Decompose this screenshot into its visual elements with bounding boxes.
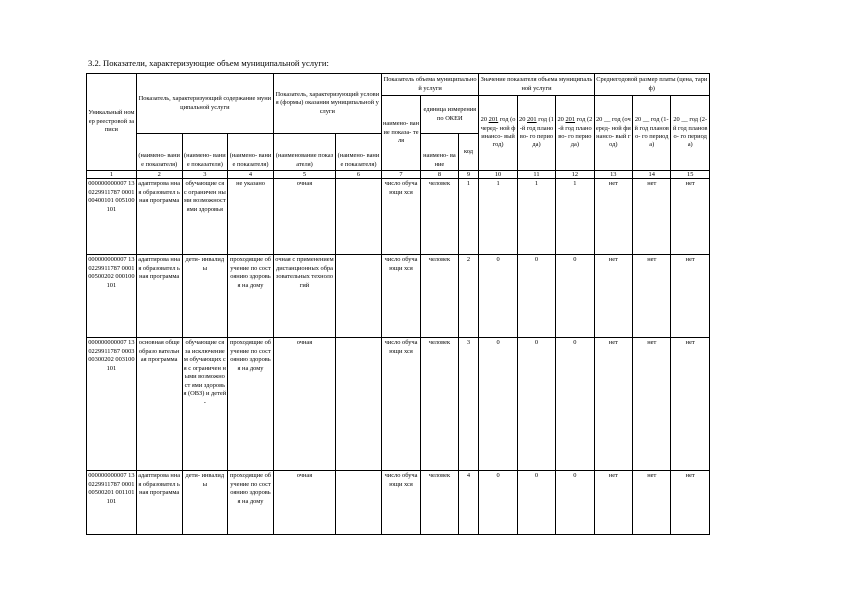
header-fee-group: Среднегодовой размер платы (цена, тариф) (594, 74, 709, 96)
fee-current-cell: нет (594, 338, 632, 471)
header-content-group: Показатель, характеризующий содержание муниципальной услуги (136, 74, 273, 134)
header-sub-name-3: (наимено- вание показателя) (228, 134, 274, 171)
category-cell: обучающие ся за исключение м обучающих ся с ограничен ными возможност ями здоровья (ОВЗ) и детей- (182, 338, 228, 471)
value-current-cell: 0 (479, 471, 517, 535)
fee-plan1-cell: нет (633, 471, 671, 535)
header-conditions-group: Показатель, характеризующий условия (формы) оказания муниципальной услуги (273, 74, 381, 134)
fee-plan1-cell: нет (633, 255, 671, 338)
condition-cell-2 (336, 255, 382, 338)
header-year-plan2: 20 201 год (2-й год планово- го периода) (556, 96, 594, 171)
fee-current-cell: нет (594, 179, 632, 255)
category-cell: дети- инвалиды (182, 255, 228, 338)
fee-current-cell: нет (594, 471, 632, 535)
header-sub-name-2: (наимено- вание показателя) (182, 134, 228, 171)
header-sub-name-1: (наимено- вание показателя) (136, 134, 182, 171)
condition-cell-2 (336, 179, 382, 255)
fee-plan2-cell: нет (671, 471, 710, 535)
column-number: 1 (87, 171, 137, 179)
table-row (87, 471, 710, 535)
column-number: 10 (479, 171, 517, 179)
fee-plan2-cell: нет (671, 255, 710, 338)
column-number: 2 (136, 171, 182, 179)
fee-current-cell: нет (594, 255, 632, 338)
indicator-name-cell: число обучающи хся (381, 255, 420, 338)
fee-plan1-cell: нет (633, 338, 671, 471)
condition-cell-2 (336, 471, 382, 535)
study-form-cell: не указано (228, 179, 274, 255)
header-year-current: 20 201 год (очеред- ной финансо- вый год) (479, 96, 517, 171)
header-okei-code: код (458, 134, 479, 171)
unit-code-cell: 1 (458, 179, 479, 255)
indicator-name-cell: число обучающи хся (381, 179, 420, 255)
header-year-plan1: 20 201 год (1-й год планово- го периода) (517, 96, 555, 171)
value-plan2-cell: 0 (556, 255, 594, 338)
header-unique-number: Уникальный номер реестровой записи (87, 74, 137, 171)
unit-name-cell: человек (421, 255, 458, 338)
study-form-cell: проходящие обучение по состоянию здоровья на дому (228, 338, 274, 471)
header-indicator-name: наимено- вание показа- теля (381, 96, 420, 171)
section-title: 3.2. Показатели, характеризующие объем муниципальной услуги: (88, 58, 329, 68)
study-form-cell: проходящие обучение по состоянию здоровья на дому (228, 471, 274, 535)
record-id: 000000000007 130229911787 000100400101 005100101 (87, 179, 137, 255)
column-number: 4 (228, 171, 274, 179)
unit-name-cell: человек (421, 338, 458, 471)
condition-cell: очная с применением дистанционных образовательных технологий (273, 255, 335, 338)
table-row (87, 338, 710, 471)
unit-name-cell: человек (421, 179, 458, 255)
column-number: 11 (517, 171, 555, 179)
value-plan1-cell: 0 (517, 338, 555, 471)
category-cell: обучающие ся с ограничен ными возможност ями здоровья (182, 179, 228, 255)
value-plan2-cell: 0 (556, 338, 594, 471)
unit-code-cell: 2 (458, 255, 479, 338)
table-row (87, 179, 710, 255)
value-plan2-cell: 0 (556, 471, 594, 535)
value-plan1-cell: 0 (517, 255, 555, 338)
condition-cell-2 (336, 338, 382, 471)
condition-cell: очная (273, 338, 335, 471)
record-id: 000000000007 130229911787 000100500202 000100101 (87, 255, 137, 338)
record-id: 000000000007 130229911787 000100500201 001101101 (87, 471, 137, 535)
header-sub-name-5: (наимено- вание показателя) (336, 134, 382, 171)
column-number: 13 (594, 171, 632, 179)
program-cell: адаптирова нная образовател ьная программа (136, 471, 182, 535)
header-fee-current: 20 __ год (очеред- ной финансо- вый год) (594, 96, 632, 171)
column-number: 9 (458, 171, 479, 179)
column-number: 5 (273, 171, 335, 179)
header-fee-plan2: 20 __ год (2-й год планово- го периода) (671, 96, 710, 171)
value-plan2-cell: 1 (556, 179, 594, 255)
unit-code-cell: 3 (458, 338, 479, 471)
fee-plan2-cell: нет (671, 338, 710, 471)
category-cell: дети- инвалиды (182, 471, 228, 535)
column-numbers-row (87, 171, 710, 179)
value-current-cell: 0 (479, 338, 517, 471)
column-number: 6 (336, 171, 382, 179)
header-okei-name: наимено- вание (421, 134, 458, 171)
column-number: 12 (556, 171, 594, 179)
condition-cell: очная (273, 471, 335, 535)
program-cell: основная общеобразо вательная программа (136, 338, 182, 471)
value-plan1-cell: 1 (517, 179, 555, 255)
indicator-name-cell: число обучающи хся (381, 338, 420, 471)
condition-cell: очная (273, 179, 335, 255)
column-number: 14 (633, 171, 671, 179)
column-number: 15 (671, 171, 710, 179)
unit-name-cell: человек (421, 471, 458, 535)
program-cell: адаптирова нная образовател ьная программа (136, 179, 182, 255)
value-current-cell: 0 (479, 255, 517, 338)
value-plan1-cell: 0 (517, 471, 555, 535)
fee-plan1-cell: нет (633, 179, 671, 255)
indicator-name-cell: число обучающи хся (381, 471, 420, 535)
header-sub-name-4: (наименование показателя) (273, 134, 335, 171)
unit-code-cell: 4 (458, 471, 479, 535)
value-current-cell: 1 (479, 179, 517, 255)
program-cell: адаптирова нная образовател ьная программа (136, 255, 182, 338)
volume-indicators-table (86, 73, 710, 535)
header-volume-group: Показатель объема муниципальной услуги (381, 74, 479, 96)
column-number: 8 (421, 171, 458, 179)
header-fee-plan1: 20 __ год (1-й год планово- го периода) (633, 96, 671, 171)
header-okei-unit: единица измерения по ОКЕИ (421, 96, 479, 134)
column-number: 3 (182, 171, 228, 179)
column-number: 7 (381, 171, 420, 179)
record-id: 000000000007 130229911787 000300300202 003100101 (87, 338, 137, 471)
study-form-cell: проходящие обучение по состоянию здоровья на дому (228, 255, 274, 338)
table-row (87, 255, 710, 338)
fee-plan2-cell: нет (671, 179, 710, 255)
header-value-group: Значение показателя объема муниципальной услуги (479, 74, 594, 96)
